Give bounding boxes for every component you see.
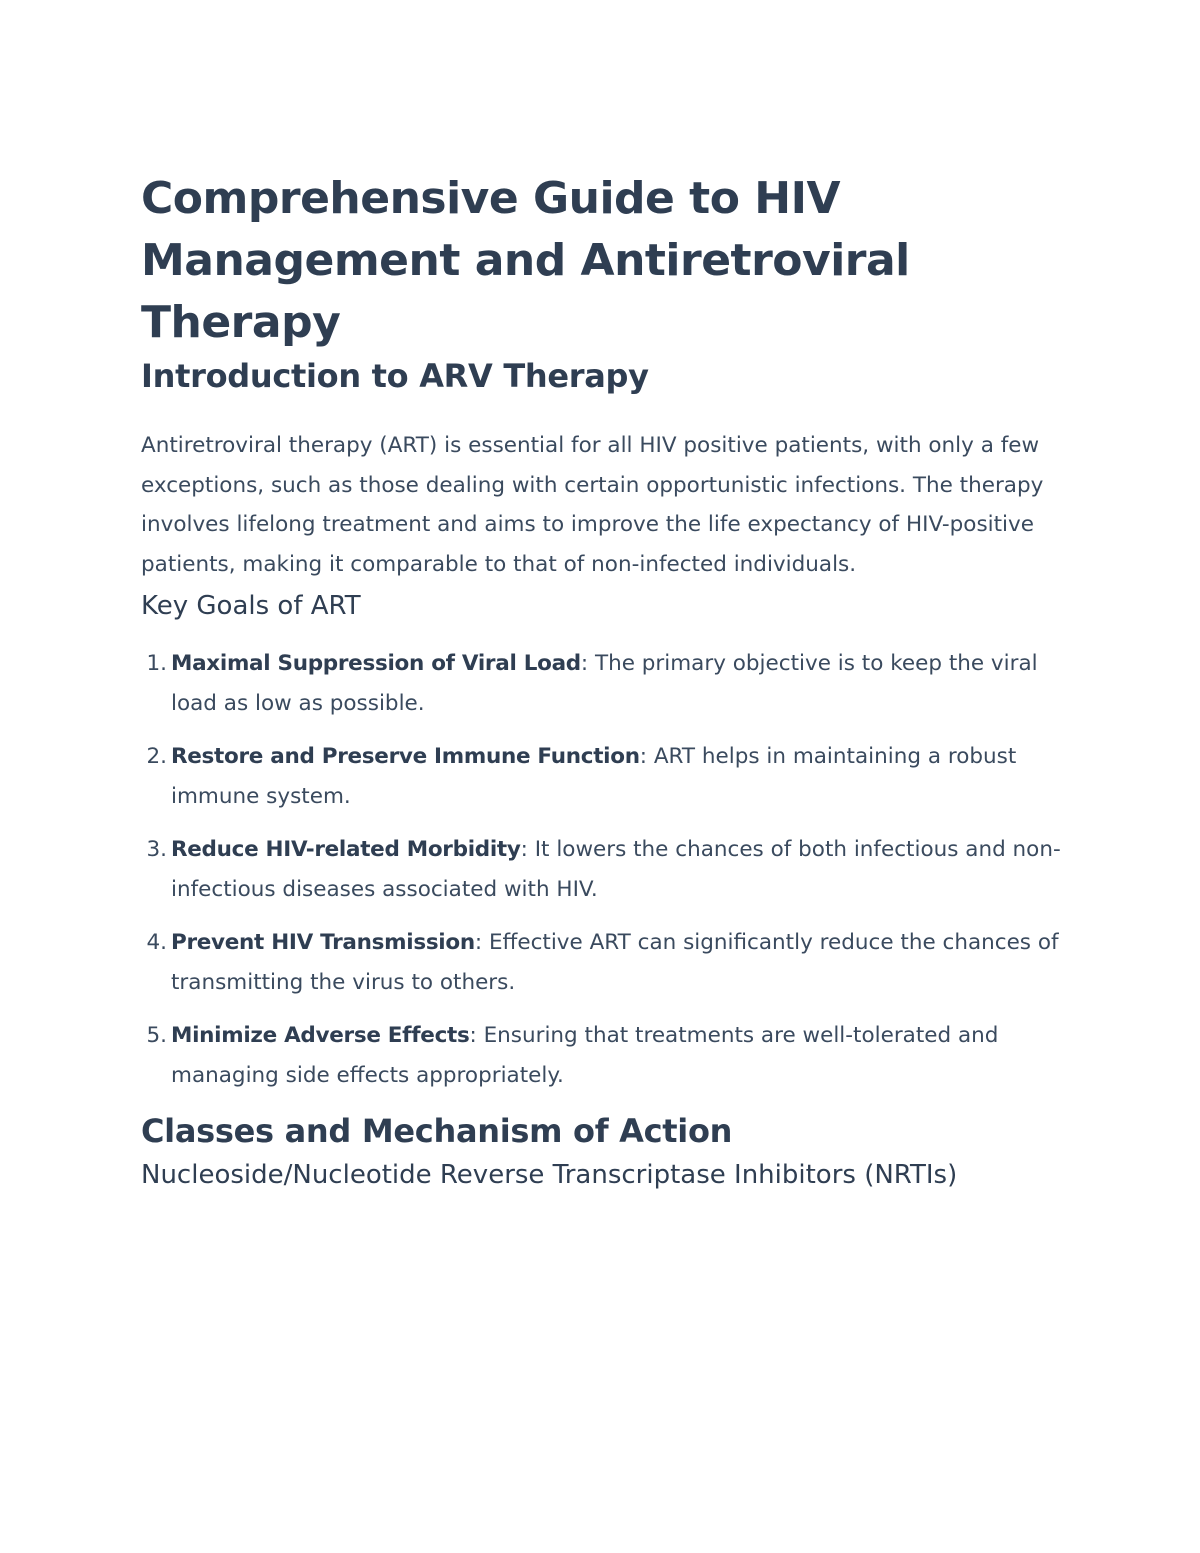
list-item-number: 2.	[146, 744, 167, 769]
list-item-separator: :	[580, 651, 589, 676]
list-item	[141, 737, 1071, 816]
classes-heading: Classes and Mechanism of Action	[141, 1112, 733, 1150]
list-item-term: Reduce HIV-related Morbidity	[171, 837, 521, 862]
list-item-number: 5.	[146, 1023, 167, 1048]
document-title: Comprehensive Guide to HIV Management and Antiretroviral Therapy	[141, 173, 910, 348]
list-item-term: Prevent HIV Transmission	[171, 930, 475, 955]
nrti-heading: Nucleoside/Nucleotide Reverse Transcriptase Inhibitors (NRTIs)	[141, 1160, 958, 1190]
list-item	[141, 923, 1071, 1002]
list-item-text: ART helps in maintaining a robust immune system.	[171, 744, 1017, 809]
list-item-text: Effective ART can significantly reduce the chances of transmitting the virus to others.	[171, 930, 1059, 995]
goals-list	[141, 644, 1071, 1095]
list-item-text: The primary objective is to keep the viral load as low as possible.	[171, 651, 1038, 716]
intro-paragraph: Antiretroviral therapy (ART) is essential for all HIV positive patients, with only a few exceptions, such as those dealing with certain opportunistic infections. The therapy involves lifelong treatment and aims to improve the life expectancy of HIV-positive patients, making it comparable to that of non-infected individuals.	[141, 433, 1044, 577]
list-item	[141, 830, 1071, 909]
list-item-term: Minimize Adverse Effects	[171, 1023, 470, 1048]
intro-heading: Introduction to ARV Therapy	[141, 357, 649, 395]
document-page	[141, 168, 1071, 1197]
list-item-separator: :	[474, 930, 483, 955]
list-item-separator: :	[469, 1023, 477, 1048]
list-item-number: 3.	[146, 837, 167, 862]
list-item-number: 1.	[146, 651, 167, 676]
list-item	[141, 1016, 1071, 1095]
list-item-text: It lowers the chances of both infectious and non-infectious diseases associated with HIV.	[171, 837, 1061, 902]
list-item-number: 4.	[146, 930, 167, 955]
list-item	[141, 644, 1071, 723]
list-item-separator: :	[520, 837, 528, 862]
goals-heading: Key Goals of ART	[141, 591, 361, 621]
list-item-term: Maximal Suppression of Viral Load	[171, 651, 581, 676]
list-item-separator: :	[639, 744, 647, 769]
list-item-text: Ensuring that treatments are well-tolerated and managing side effects appropriately.	[171, 1023, 999, 1088]
list-item-term: Restore and Preserve Immune Function	[171, 744, 640, 769]
